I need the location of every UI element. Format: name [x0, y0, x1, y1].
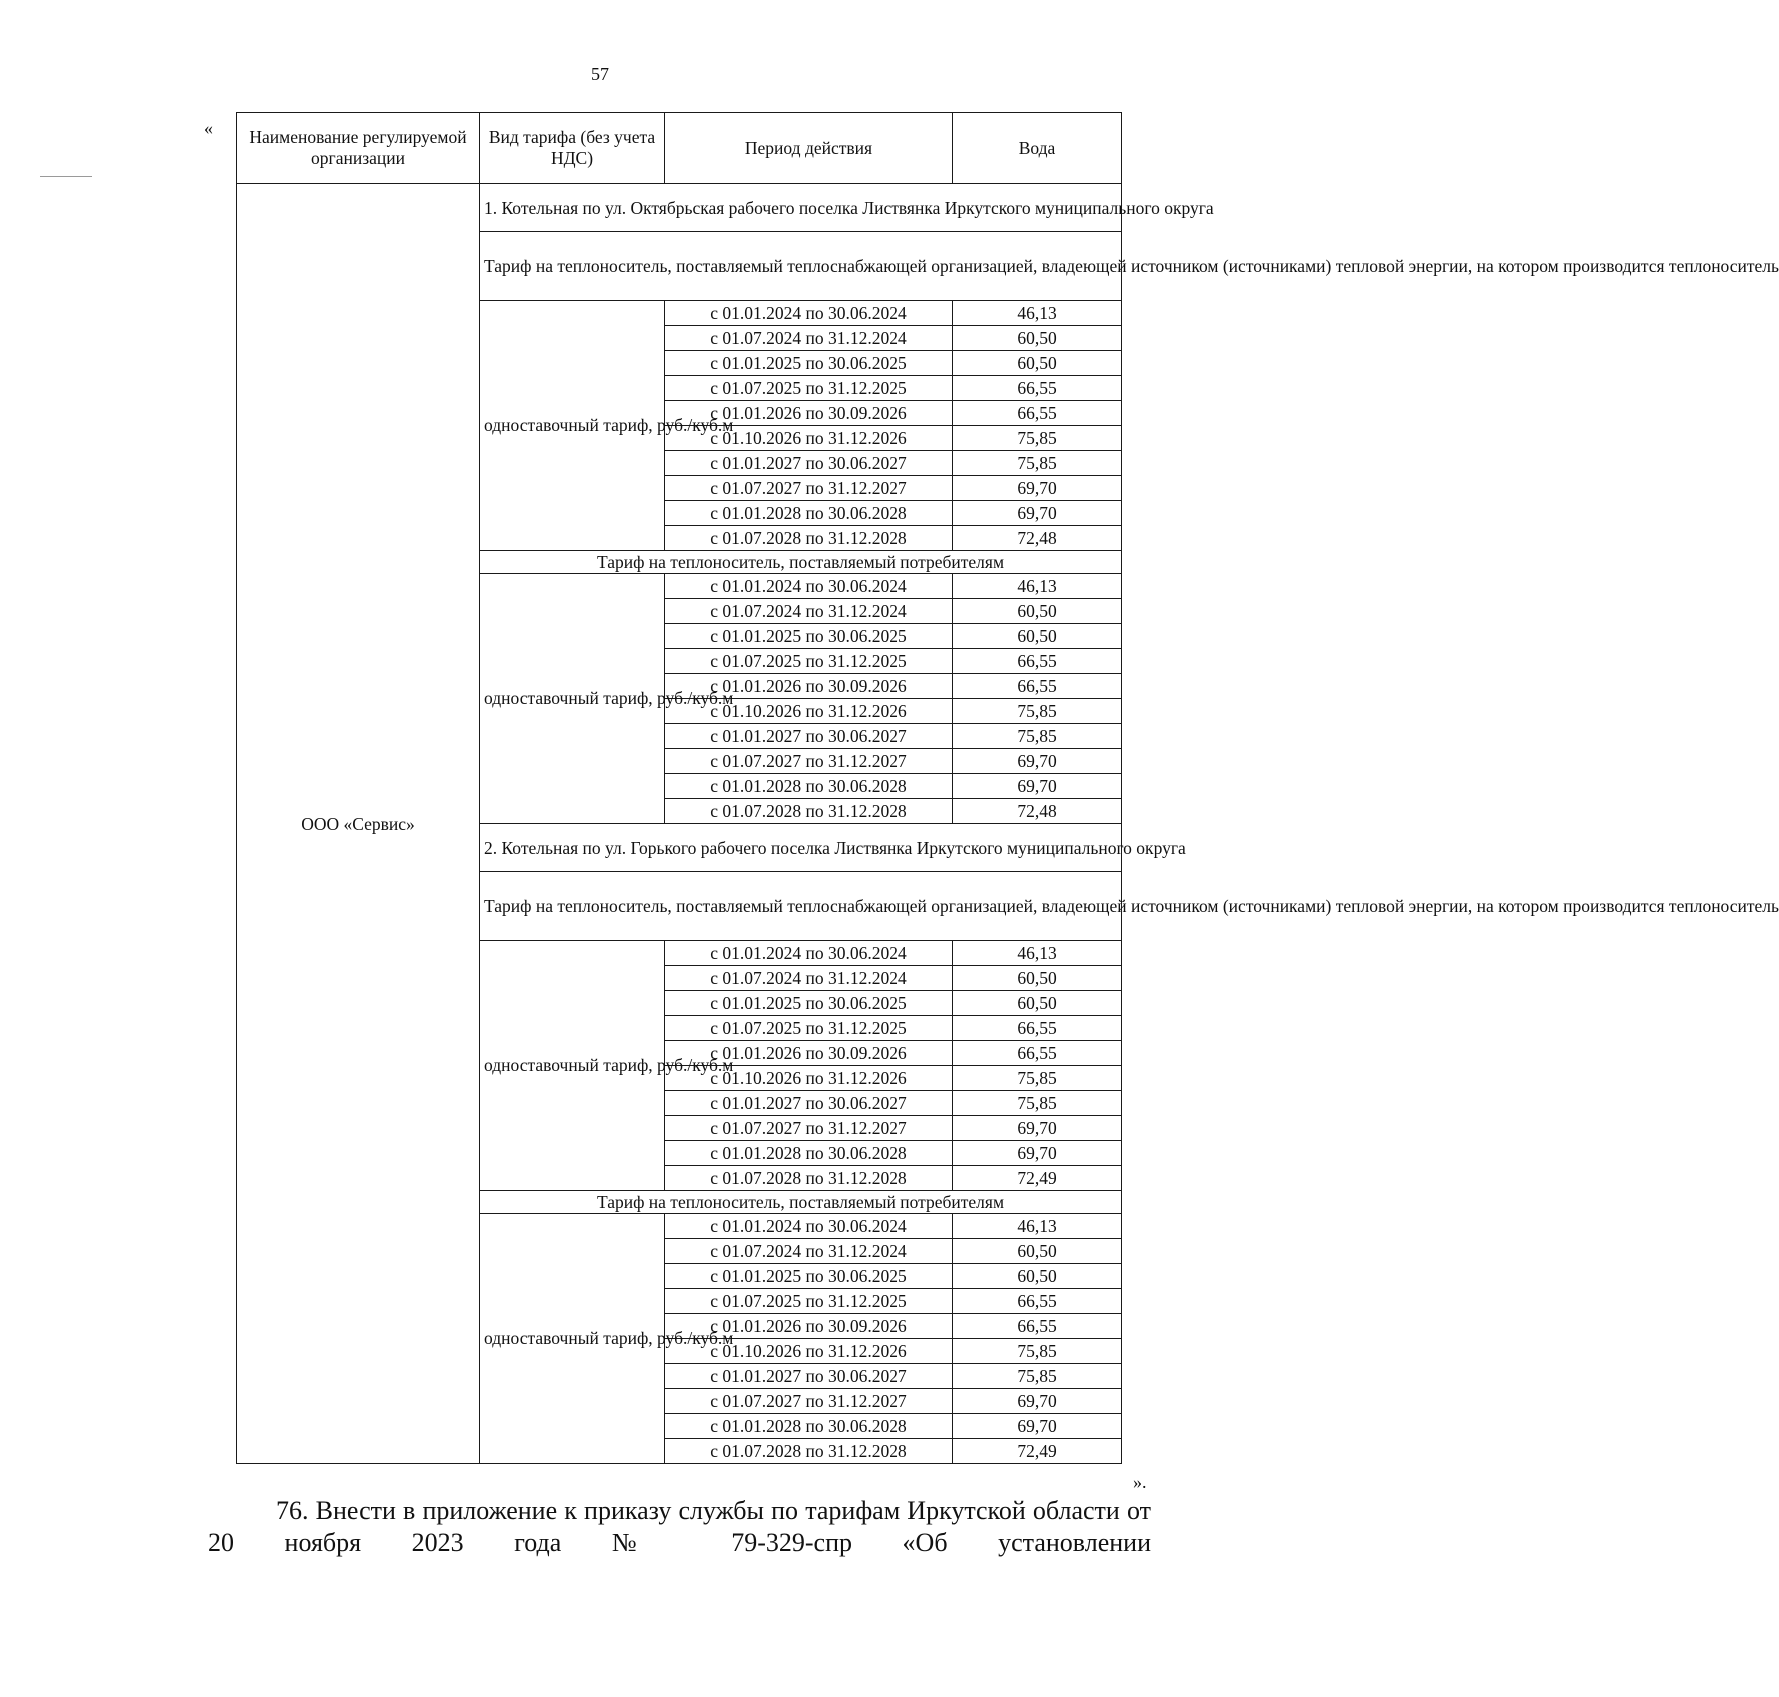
- water-value-cell: 75,85: [953, 1364, 1122, 1389]
- water-value-cell: 69,70: [953, 1414, 1122, 1439]
- period-cell: с 01.01.2028 по 30.06.2028: [665, 501, 953, 526]
- period-cell: с 01.01.2027 по 30.06.2027: [665, 724, 953, 749]
- period-cell: с 01.01.2028 по 30.06.2028: [665, 1141, 953, 1166]
- period-cell: с 01.07.2025 по 31.12.2025: [665, 1289, 953, 1314]
- water-value-cell: 66,55: [953, 649, 1122, 674]
- group-subtitle: Тариф на теплоноситель, поставляемый теплоснабжающей организацией, владеющей источником (источниками) тепловой энергии, на котором производится теплоноситель: [480, 872, 1122, 941]
- period-cell: с 01.07.2025 по 31.12.2025: [665, 376, 953, 401]
- period-cell: с 01.01.2028 по 30.06.2028: [665, 1414, 953, 1439]
- period-cell: с 01.01.2025 по 30.06.2025: [665, 991, 953, 1016]
- body-paragraph: [208, 1495, 1151, 1559]
- water-value-cell: 46,13: [953, 301, 1122, 326]
- period-cell: с 01.07.2024 по 31.12.2024: [665, 966, 953, 991]
- table-body: [237, 184, 1779, 1464]
- water-value-cell: 60,50: [953, 966, 1122, 991]
- period-cell: с 01.01.2025 по 30.06.2025: [665, 351, 953, 376]
- water-value-cell: 66,55: [953, 674, 1122, 699]
- water-value-cell: 72,49: [953, 1439, 1122, 1464]
- period-cell: с 01.07.2025 по 31.12.2025: [665, 1016, 953, 1041]
- water-value-cell: 60,50: [953, 1264, 1122, 1289]
- water-value-cell: 69,70: [953, 774, 1122, 799]
- water-value-cell: 46,13: [953, 941, 1122, 966]
- page-number: 57: [591, 64, 609, 84]
- table-header-row: [237, 113, 1122, 184]
- period-cell: с 01.10.2026 по 31.12.2026: [665, 1339, 953, 1364]
- header-water: Вода: [953, 113, 1122, 184]
- period-cell: с 01.07.2028 по 31.12.2028: [665, 526, 953, 551]
- water-value-cell: 60,50: [953, 326, 1122, 351]
- water-value-cell: 60,50: [953, 599, 1122, 624]
- period-cell: с 01.01.2026 по 30.09.2026: [665, 401, 953, 426]
- group-subtitle: Тариф на теплоноситель, поставляемый теплоснабжающей организацией, владеющей источником (источниками) тепловой энергии, на котором производится теплоноситель: [480, 232, 1122, 301]
- period-cell: с 01.07.2027 по 31.12.2027: [665, 476, 953, 501]
- header-organization: Наименование регулируемой организации: [237, 113, 480, 184]
- group-subtitle: Тариф на теплоноситель, поставляемый потребителям: [480, 551, 1122, 574]
- section-title-row: [237, 184, 1122, 232]
- water-value-cell: 69,70: [953, 1141, 1122, 1166]
- period-cell: с 01.07.2027 по 31.12.2027: [665, 1389, 953, 1414]
- water-value-cell: 66,55: [953, 1016, 1122, 1041]
- water-value-cell: 60,50: [953, 1239, 1122, 1264]
- water-value-cell: 60,50: [953, 624, 1122, 649]
- period-cell: с 01.01.2025 по 30.06.2025: [665, 1264, 953, 1289]
- period-cell: с 01.07.2027 по 31.12.2027: [665, 1116, 953, 1141]
- period-cell: с 01.01.2025 по 30.06.2025: [665, 624, 953, 649]
- water-value-cell: 66,55: [953, 1289, 1122, 1314]
- header-tariff-type: Вид тарифа (без учета НДС): [480, 113, 665, 184]
- water-value-cell: 69,70: [953, 1389, 1122, 1414]
- period-cell: с 01.07.2024 по 31.12.2024: [665, 1239, 953, 1264]
- water-value-cell: 75,85: [953, 426, 1122, 451]
- water-value-cell: 69,70: [953, 749, 1122, 774]
- water-value-cell: 75,85: [953, 1066, 1122, 1091]
- water-value-cell: 66,55: [953, 1041, 1122, 1066]
- period-cell: с 01.07.2028 по 31.12.2028: [665, 1439, 953, 1464]
- scan-speck-left: [40, 176, 92, 177]
- period-cell: с 01.01.2024 по 30.06.2024: [665, 1214, 953, 1239]
- closing-quote-mark: ».: [1133, 1472, 1147, 1492]
- opening-quote-mark: «: [204, 118, 213, 138]
- period-cell: с 01.10.2026 по 31.12.2026: [665, 699, 953, 724]
- period-cell: с 01.10.2026 по 31.12.2026: [665, 426, 953, 451]
- water-value-cell: 69,70: [953, 476, 1122, 501]
- water-value-cell: 75,85: [953, 699, 1122, 724]
- period-cell: с 01.01.2028 по 30.06.2028: [665, 774, 953, 799]
- tariff-type: одноставочный тариф, руб./куб.м: [480, 301, 665, 551]
- water-value-cell: 46,13: [953, 574, 1122, 599]
- water-value-cell: 69,70: [953, 501, 1122, 526]
- tariff-type: одноставочный тариф, руб./куб.м: [480, 574, 665, 824]
- tariff-type: одноставочный тариф, руб./куб.м: [480, 941, 665, 1191]
- water-value-cell: 72,49: [953, 1166, 1122, 1191]
- period-cell: с 01.10.2026 по 31.12.2026: [665, 1066, 953, 1091]
- water-value-cell: 46,13: [953, 1214, 1122, 1239]
- water-value-cell: 66,55: [953, 1314, 1122, 1339]
- period-cell: с 01.01.2024 по 30.06.2024: [665, 301, 953, 326]
- water-value-cell: 66,55: [953, 376, 1122, 401]
- section-title: 2. Котельная по ул. Горького рабочего поселка Листвянка Иркутского муниципального округа: [480, 824, 1122, 872]
- period-cell: с 01.01.2026 по 30.09.2026: [665, 674, 953, 699]
- period-cell: с 01.07.2024 по 31.12.2024: [665, 599, 953, 624]
- tariff-type: одноставочный тариф, руб./куб.м: [480, 1214, 665, 1464]
- period-cell: с 01.01.2024 по 30.06.2024: [665, 941, 953, 966]
- water-value-cell: 75,85: [953, 1339, 1122, 1364]
- water-value-cell: 72,48: [953, 526, 1122, 551]
- period-cell: с 01.07.2025 по 31.12.2025: [665, 649, 953, 674]
- water-value-cell: 69,70: [953, 1116, 1122, 1141]
- period-cell: с 01.01.2027 по 30.06.2027: [665, 1091, 953, 1116]
- tariff-table: [236, 112, 1779, 1464]
- period-cell: с 01.07.2028 по 31.12.2028: [665, 1166, 953, 1191]
- period-cell: с 01.07.2027 по 31.12.2027: [665, 749, 953, 774]
- period-cell: с 01.01.2024 по 30.06.2024: [665, 574, 953, 599]
- water-value-cell: 75,85: [953, 724, 1122, 749]
- water-value-cell: 60,50: [953, 351, 1122, 376]
- period-cell: с 01.01.2026 по 30.09.2026: [665, 1041, 953, 1066]
- organization-name: ООО «Сервис»: [237, 184, 480, 1464]
- period-cell: с 01.01.2027 по 30.06.2027: [665, 1364, 953, 1389]
- water-value-cell: 66,55: [953, 401, 1122, 426]
- group-subtitle: Тариф на теплоноситель, поставляемый потребителям: [480, 1191, 1122, 1214]
- section-title: 1. Котельная по ул. Октябрьская рабочего поселка Листвянка Иркутского муниципального округа: [480, 184, 1122, 232]
- water-value-cell: 72,48: [953, 799, 1122, 824]
- water-value-cell: 60,50: [953, 991, 1122, 1016]
- paragraph-text: 76. Внести в приложение к приказу службы по тарифам Иркутской области от 20 ноября 2023 года № 79-329-спр «Об установлении: [208, 1496, 1151, 1557]
- period-cell: с 01.01.2027 по 30.06.2027: [665, 451, 953, 476]
- period-cell: с 01.01.2026 по 30.09.2026: [665, 1314, 953, 1339]
- water-value-cell: 75,85: [953, 451, 1122, 476]
- period-cell: с 01.07.2028 по 31.12.2028: [665, 799, 953, 824]
- header-period: Период действия: [665, 113, 953, 184]
- water-value-cell: 75,85: [953, 1091, 1122, 1116]
- period-cell: с 01.07.2024 по 31.12.2024: [665, 326, 953, 351]
